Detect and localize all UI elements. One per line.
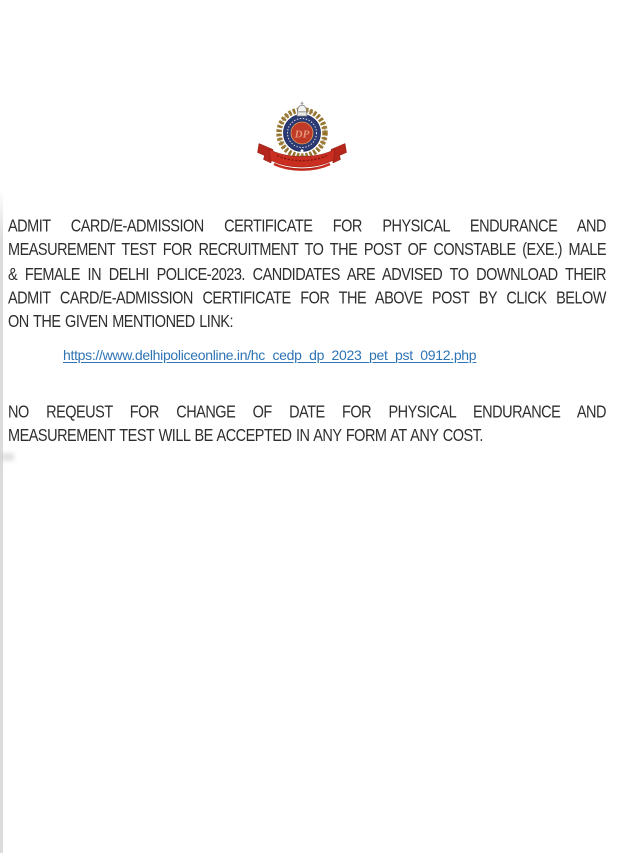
paragraph-line: NO REQEUST FOR CHANGE OF DATE FOR PHYSICAL ENDURANCE AND [8,403,606,423]
paragraph-line: ADMIT CARD/E-ADMISSION CERTIFICATE FOR THE ABOVE POST BY CLICK BELOW [8,289,606,309]
notice-paragraph-2 [8,401,606,449]
paragraph-line: & FEMALE IN DELHI POLICE-2023. CANDIDATES ARE ADVISED TO DOWNLOAD THEIR [8,265,606,285]
delhi-police-logo [257,101,347,173]
paragraph-line: MEASUREMENT TEST WILL BE ACCEPTED IN ANY FORM AT ANY COST. [8,427,483,447]
delhi-police-emblem-icon [257,101,347,173]
badge-disc [284,115,321,153]
paragraph-line: MEASUREMENT TEST FOR RECRUITMENT TO THE POST OF CONSTABLE (EXE.) MALE [8,241,606,261]
paragraph-line: ADMIT CARD/E-ADMISSION CERTIFICATE FOR PHYSICAL ENDURANCE AND [8,217,606,237]
admit-card-link-row [63,346,476,364]
admit-card-link[interactable]: https://www.delhipoliceonline.in/hc_cedp_dp_2023_pet_pst_0912.php [63,347,477,363]
scan-smudge-artifact [0,453,14,461]
notice-paragraph-1 [8,215,606,335]
paragraph-line: ON THE GIVEN MENTIONED LINK: [8,313,233,333]
badge-monogram: DP [294,128,310,141]
crown-icon [297,102,307,116]
scan-edge-artifact [0,190,3,853]
